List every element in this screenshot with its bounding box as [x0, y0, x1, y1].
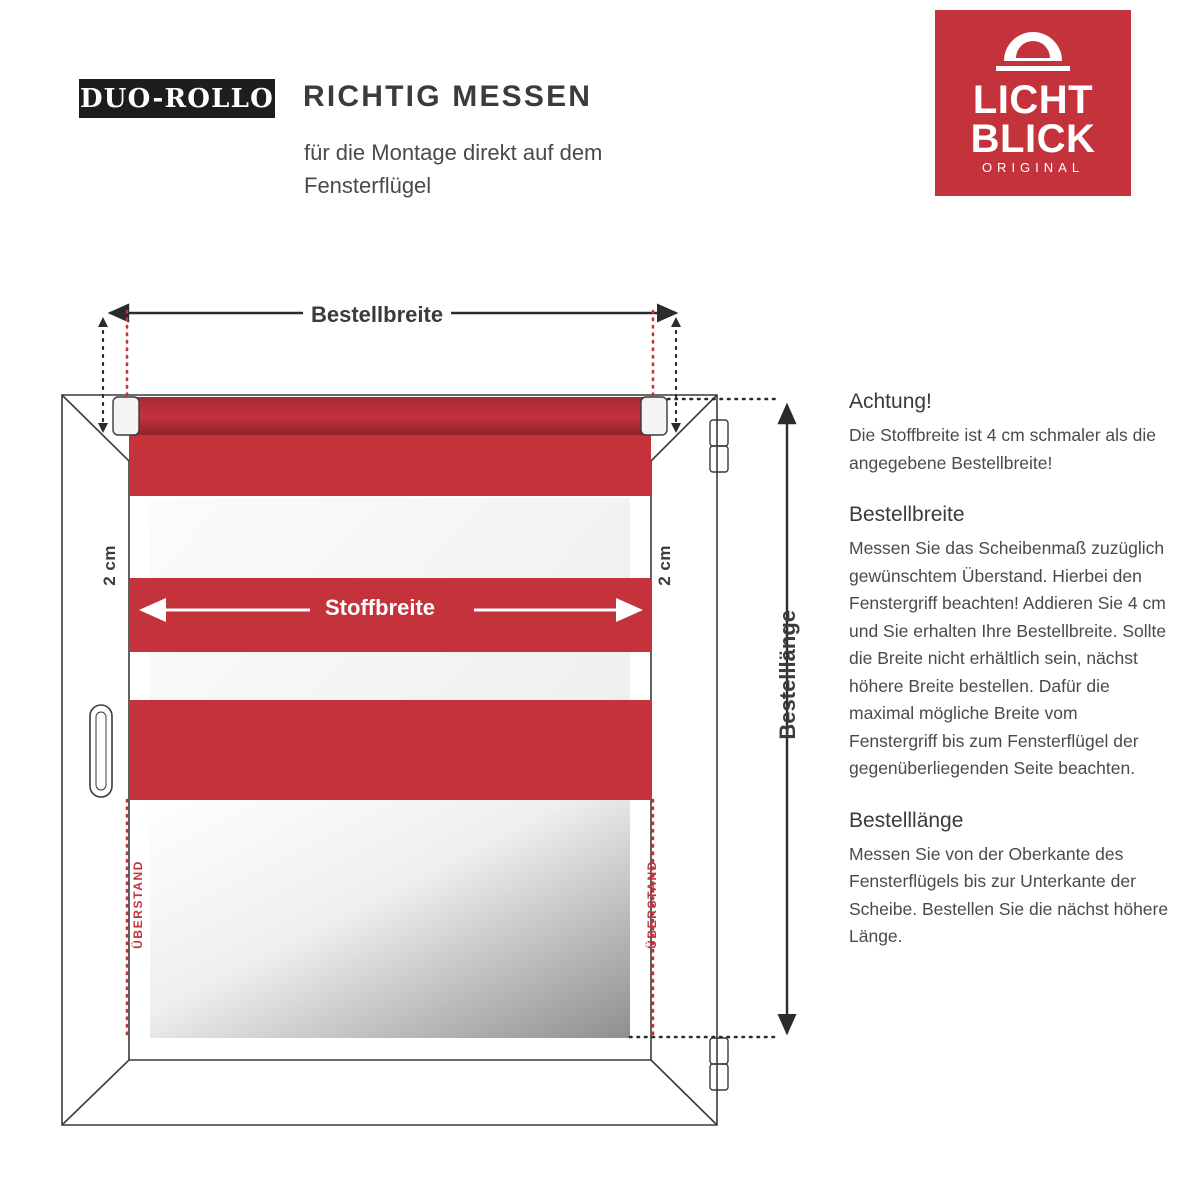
window-handle-icon [90, 705, 112, 797]
label-margin-left: 2 cm [100, 545, 119, 586]
label-margin-right: 2 cm [655, 545, 674, 586]
brand-logo [935, 10, 1131, 196]
note-heading: Bestellbreite [849, 503, 965, 526]
blind-band-bottom [129, 700, 651, 800]
measuring-diagram [0, 215, 830, 1200]
note-body: Die Stoffbreite ist 4 cm schmaler als die angegebene Bestellbreite! [849, 425, 1157, 473]
note-heading: Achtung! [849, 390, 932, 413]
window-hinge-bottom-icon [710, 1038, 728, 1090]
note-heading: Bestelllänge [849, 808, 964, 832]
logo-line-3: ORIGINAL [981, 160, 1085, 175]
note-body: Messen Sie das Scheibenmaß zuzüglich gewünschtem Überstand. Hierbei den Fenstergriff beachten! Addieren Sie 4 cm und Sie erhalten Ihre Bestellbreite. Sollte die Breite nicht erhältlich sein, nächst höhere Breite bestellen. Dafür die maximal mögliche Breite vom Fenstergriff bis zum Fensterflügel der gegenüberliegenden Seite beachten. [849, 538, 1167, 778]
label-order-length: Bestelllänge [775, 610, 800, 740]
label-order-width: Bestellbreite [303, 302, 451, 328]
note-attention [849, 390, 1169, 477]
page-title: RICHTIG MESSEN [303, 80, 593, 113]
product-type-badge: DUO-ROLLO [79, 79, 275, 118]
window-hinge-top-icon [710, 420, 728, 472]
bracket-right [641, 397, 667, 435]
note-order-length [849, 809, 1169, 951]
label-overhang-left: ÜBERSTAND [131, 860, 145, 949]
dimension-margin-left [98, 317, 108, 433]
note-order-width [849, 503, 1169, 783]
notes-column [849, 390, 1169, 977]
logo-line-1: LICHT [972, 78, 1094, 122]
bracket-left [113, 397, 139, 435]
page-header [0, 0, 1200, 215]
note-body: Messen Sie von der Oberkante des Fensterflügels bis zur Unterkante der Scheibe. Bestellen Sie die nächst höhere Länge. [849, 843, 1169, 946]
page-subtitle: für die Montage direkt auf dem Fensterflügel [304, 140, 603, 198]
logo-line-2: BLICK [970, 117, 1096, 161]
dimension-margin-right [671, 317, 681, 433]
blind-roller-tube [137, 397, 643, 435]
window-glass-lower [150, 793, 630, 1038]
diagram-svg [0, 215, 830, 1200]
logo-divider [996, 66, 1070, 71]
label-overhang-right: ÜBERSTAND [645, 860, 659, 949]
label-fabric-width: Stoffbreite [325, 595, 435, 620]
